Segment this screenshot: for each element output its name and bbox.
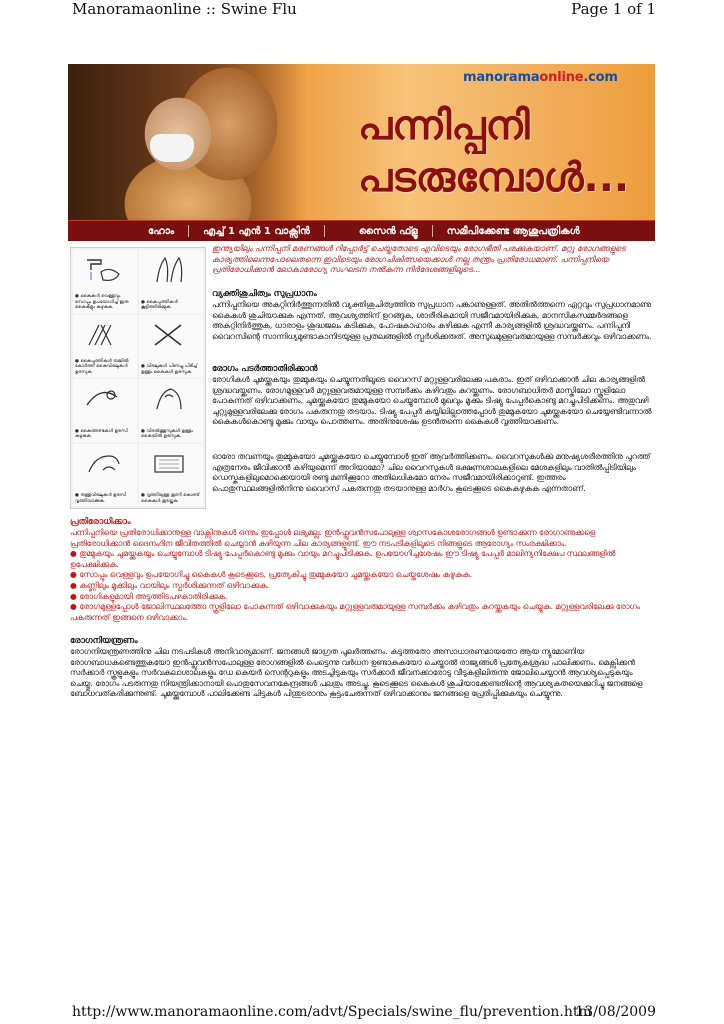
page-header-title: Manoramaonline :: Swine Flu <box>72 0 297 18</box>
prevention-line: ● സോപ്പും വെള്ളവും ഉപയോഗിച്ചു കൈകൾ കൂടെക്കൂടെ, പ്രത്യേകിച്ചു തുമ്മുകയോ ചുമയ്ക്കുകയോ ചെയ്തശേഷം കഴുകുക. <box>70 570 473 580</box>
footer-date: 13/08/2009 <box>575 1004 656 1020</box>
nav-bar <box>68 220 655 241</box>
wrist-rub-icon <box>81 383 127 413</box>
step-cell <box>139 250 203 313</box>
step-caption: ● തള്ളവിരലുകൾ ഉരസി വൃത്തിയാക്കുക. <box>75 493 127 504</box>
brand-online: online <box>539 70 584 85</box>
prevention-line: ● രോഗമുള്ളപ്പോൾ ജോലിസ്ഥലത്തോ സ്കൂളിലോ പോകുന്നത് ഒഴിവാക്കുകയും മറ്റുള്ളവരുമായുള്ള സമ്പർക്കം കഴിവതും കുറയ്ക്കുകയും ചെയ്യുക. മറ്റുള്ളവരിലേക്കു രോഗം പകരുന്നത് ഇങ്ങനെ ഒഴിവാക്കാം. <box>70 602 640 622</box>
handwashing-steps-graphic <box>70 247 206 509</box>
crossed-hands-icon <box>147 319 193 349</box>
control-heading: രോഗനിയന്ത്രണം <box>70 636 138 646</box>
palms-icon <box>147 254 193 284</box>
page-number: Page 1 of 1 <box>571 0 656 18</box>
prevention-line: ● രോഗികളുമായി അടുത്തിടപഴകാതിരിക്കുക. <box>70 591 228 601</box>
prevention-line: ● കണ്ണിലും മൂക്കിലും വായിലും സ്പർശിക്കുന്നത് ഒഴിവാക്കുക. <box>70 580 270 590</box>
headline-line2: പടരുമ്പോൾ... <box>358 155 630 201</box>
step-caption: ● വിരലുകൾ പിണച്ചു പിടിച്ച് ഉള്ളം കൈകൾ ഉരസുക. <box>141 364 198 375</box>
step-caption: ● വിരൽത്തുമ്പുകൾ ഉള്ളം കൈയിൽ ഉരസുക. <box>141 428 193 439</box>
tap-water-icon <box>81 254 127 284</box>
brand-tld: .com <box>583 70 618 85</box>
step-cell <box>139 444 203 507</box>
prevention-heading: പ്രതിരോധിക്കാം <box>70 517 131 527</box>
step-cell <box>139 379 203 442</box>
step-caption: ● വൃത്തിയുള്ള തുണി കൊണ്ട് കൈകൾ തുടയ്ക്കുക. <box>141 493 200 504</box>
step-cell <box>73 444 137 507</box>
control-paragraph: രോഗനിയന്ത്രണത്തിനു ചില നടപടികൾ അനിവാര്യമാണ്. ജനങ്ങൾ ജാഗ്രത പുലർത്തണം. കടുത്തതോ അസാധാരണമായതോ ആയ ന്യുമോണിയ രോഗബാധകണ്ടെത്തുകയോ ഇൻഫ്ലുവൻസപോലുള്ള രോഗങ്ങളിൽ പെട്ടെന്നു വർധന ഉണ്ടാകുകയോ ചെയ്താൽ രാജ്യങ്ങൾ പ്രത്യേകശ്രദ്ധ പാലിക്കണം. മെക്സിക്കൻ സർക്കാർ സ്കൂളുകളും സർവകലാശാലകളും ഡേ കെയർ സെന്ററുകളും അടച്ചിടുകയും സർക്കാർ ജീവനക്കാരോടു വീടുകളിലിരുന്നു ജോലിചെയ്യാൻ ആവശ്യപ്പെടുകയും ചെയ്തു. രോഗം പടരുന്നതു നിയന്ത്രിക്കാനായി പൊതുസേവനകേന്ദ്രങ്ങൾ പലതും അടച്ചു. കൂടെക്കൂടെ കൈകൾ ശുചിയാക്കേണ്ടതിന്റെ ആവശ്യകതയെക്കുറിച്ചു ജനങ്ങളെ ബോധവത്കരിക്കുന്നുണ്ട്. ചുമയ്ക്കുമ്പോൾ പാലിക്കേണ്ട ചിട്ടകൾ പിന്തുടരാനും കൂട്ടംചേരുന്നത് ഒഴിവാക്കാനും ജനങ്ങളെ പ്രേരിപ്പിക്കുകയും ചെയ്യുന്നു. <box>70 647 643 699</box>
step-caption: ● കൈകൾ വെള്ളവും സോപ്പും ഉപയോഗിച്ച് ഇരു കൈകളും കഴുകുക. <box>75 294 129 310</box>
step-cell <box>73 379 137 442</box>
nav-vaccine[interactable]: എച്ച് 1 എൻ 1 വാക്സിൻ <box>203 225 310 237</box>
prevention-line: ● തുമ്മുകയും ചുമയ്ക്കുകയും ചെയ്യുമ്പോൾ ടിഷ്യു പേപ്പർകൊണ്ടു മൂക്കും വായും മറച്ചുപിടിക്കുക. ഉപയോഗിച്ചശേഷം ഈ ടിഷ്യു പേപ്പർ മാലിന്യനിക്ഷേപ സ്ഥലങ്ങളിൽ ഉപേക്ഷിക്കുക. <box>70 549 616 569</box>
section-paragraph: ഓരോ തവണയും തുമ്മുകയോ ചുമയ്ക്കുകയോ ചെയ്യുമ്പോൾ ഇത് ആവർത്തിക്കണം. വൈറസുകൾക്കു മനുഷ്യശരീരത്തിനു പുറത്ത് എത്രനേരം ജീവിക്കാൻ കഴിയുമെന്ന് അറിയാമോ? ചില വൈറസുകൾ ഭക്ഷണശാലകളിലെ മേശകളിലും വാതിൽപ്പിടിയിലും ഡെസ്കുകളിലുമൊക്കെയായി രണ്ടു മണിക്കൂറോ അതിലധികമോ നേരം സജീവമായിരിക്കാറുണ്ട്. ഇത്തരം പൊതുസ്ഥലങ്ങളിൽനിന്നു വൈറസ് പകരുന്നതു തടയാനുള്ള മാർഗം കൂടെക്കൂടെ കൈകഴുകുക എന്നതാണ്. <box>212 452 651 493</box>
section-paragraph: രോഗികൾ ചുമയ്ക്കുകയും തുമ്മുകയും ചെയ്യുന്നതിലൂടെ വൈറസ് മറ്റുള്ളവരിലേക്കു പകരാം. ഇത് ഒഴിവാക്കാൻ ചില കാര്യങ്ങളിൽ ശ്രദ്ധവയ്ക്കണം. രോഗമുള്ളവർ മറ്റുള്ളവരുമായുള്ള സമ്പർക്കം കഴിവതും കുറയ്ക്കണം. രോഗബാധിതർ മാസ്കിലോ സ്കൂളിലോ പോകുന്നത് ഒഴിവാക്കണം. ചുമയ്ക്കുകയോ തുമ്മുകയോ ചെയ്യുമ്പോൾ മുഖവും മൂക്കും ടിഷ്യു പേപ്പർകൊണ്ടു മറച്ചുപിടിക്കണം. അതുവഴി ചുറ്റുമുള്ളവരിലേക്കു രോഗം പകരുന്നതു തടയാം. ടിഷ്യു പേപ്പർ കയ്യിലില്ലാത്തപ്പോൾ തുമ്മുകയോ ചുമയ്ക്കുകയോ ചെയ്യേണ്ടിവന്നാൽ കൈകൾകൊണ്ടു മൂക്കും വായും പൊത്തണം. അതിനുശേഷം ഉടൻതന്നെ കൈകൾ വൃത്തിയാക്കണം. <box>212 375 652 427</box>
prevention-list <box>70 528 654 623</box>
prevention-line: പന്നിപ്പനിയെ പ്രതിരോധിക്കാനുള്ള വാക്സിനുകൾ ഒന്നും ഇപ്പോൾ ലഭ്യമല്ല. ഇൻഫ്ലുവൻസപോലുള്ള ശ്വാസകോശരോഗങ്ങൾ ഉണ്ടാക്കുന്ന രോഗാണുക്കളെ പ്രതിരോധിക്കാൻ ദൈനംദിന ജീവിതത്തിൽ ചെയ്യാൻ കഴിയുന്ന ചില കാര്യങ്ങളുണ്ട്. ഈ നടപടികളിലൂടെ നിങ്ങളുടെ ആരോഗ്യം സംരക്ഷിക്കാം. <box>70 528 596 548</box>
brand-logo[interactable] <box>463 70 618 85</box>
nav-swine-flu[interactable]: സൈൻ ഫ്ളൂ <box>358 225 418 237</box>
nav-hospitals[interactable]: സമീപിക്കേണ്ട ആശുപത്രികൾ <box>446 225 580 237</box>
step-cell <box>73 315 137 378</box>
fingertips-icon <box>147 383 193 413</box>
footer-url[interactable]: http://www.manoramaonline.com/advt/Specials/swine_flu/prevention.htm <box>72 1004 592 1020</box>
brand-main: manorama <box>463 70 540 85</box>
step-cell <box>73 250 137 313</box>
step-cell <box>139 315 203 378</box>
nav-home[interactable]: ഹോം <box>148 225 175 237</box>
headline-line1: പന്നിപ്പനി <box>358 103 530 149</box>
section-paragraph: പന്നിപ്പനിയെ അകറ്റിനിർത്തുന്നതിൽ വ്യക്തിശുചിത്വത്തിനു സുപ്രധാന പങ്കാണുള്ളത്. അതിൽത്തന്നെ ഏറ്റവും സുപ്രധാനമാണു കൈകൾ ശുചിയാക്കുക എന്നത്. ആവശ്യത്തിന് ഉറങ്ങുക, ശാരീരികമായി സജീവമായിരിക്കുക, മാനസികസമ്മർദങ്ങളെ അകറ്റിനിർത്തുക, ധാരാളം ശുദ്ധജലം കുടിക്കുക, പോഷകാഹാരം കഴിക്കുക എന്നീ കാര്യങ്ങളിൽ ശ്രദ്ധവയ്ക്കണം. പന്നിപ്പനി വൈറസിന്റെ സാന്നിധ്യമുണ്ടാകാനിടയുള്ള പ്രതലങ്ങളിൽ സ്പർശിക്കരുത്. അസുഖമുള്ളവരുമായുള്ള സമ്പർക്കവും ഒഴിവാക്കണം. <box>212 300 652 341</box>
thumb-rub-icon <box>81 448 127 478</box>
step-caption: ● കൈപ്പത്തികൾ തമ്മിൽ കോർത്ത് കൈവിരലുകൾ ഉരസുക. <box>75 358 129 375</box>
towel-dry-icon <box>147 448 193 478</box>
intro-text: ഇന്ത്യയിലും പന്നിപ്പനി മരണങ്ങൾ റിപ്പോർട്ട് ചെയ്തതോടെ എവിടെയും രോഗഭീതി പരക്കുകയാണ്. മറ്റു രോഗങ്ങളുടെ കാര്യത്തിലെന്നപോലെതന്നെ ഇവിടെയും രോഗചികിത്സയെക്കാൾ നല്ല തന്ത്രം പ്രതിരോധമാണ്. പന്നിപ്പനിയെ പ്രതിരോധിക്കാൻ ലോകാരോഗ്യ സംഘടന നൽകുന്ന നിർദേശങ്ങളിലൂടെ... <box>212 244 626 274</box>
section-heading: രോഗം പടർത്താതിരിക്കാൻ <box>212 364 318 374</box>
banner <box>68 64 655 220</box>
face-mask-icon <box>150 134 194 162</box>
banner-headline <box>358 100 629 204</box>
section-heading: വ്യക്തിശുചിത്വം സുപ്രധാനം <box>212 289 317 299</box>
interlaced-fingers-icon <box>81 319 127 349</box>
step-caption: ● കൈത്തണ്ടകൾ ഉരസി കഴുകുക. <box>75 428 128 439</box>
step-caption: ● കൈപ്പത്തികൾ കൂട്ടിത്തിരുമ്മുക. <box>141 299 178 310</box>
